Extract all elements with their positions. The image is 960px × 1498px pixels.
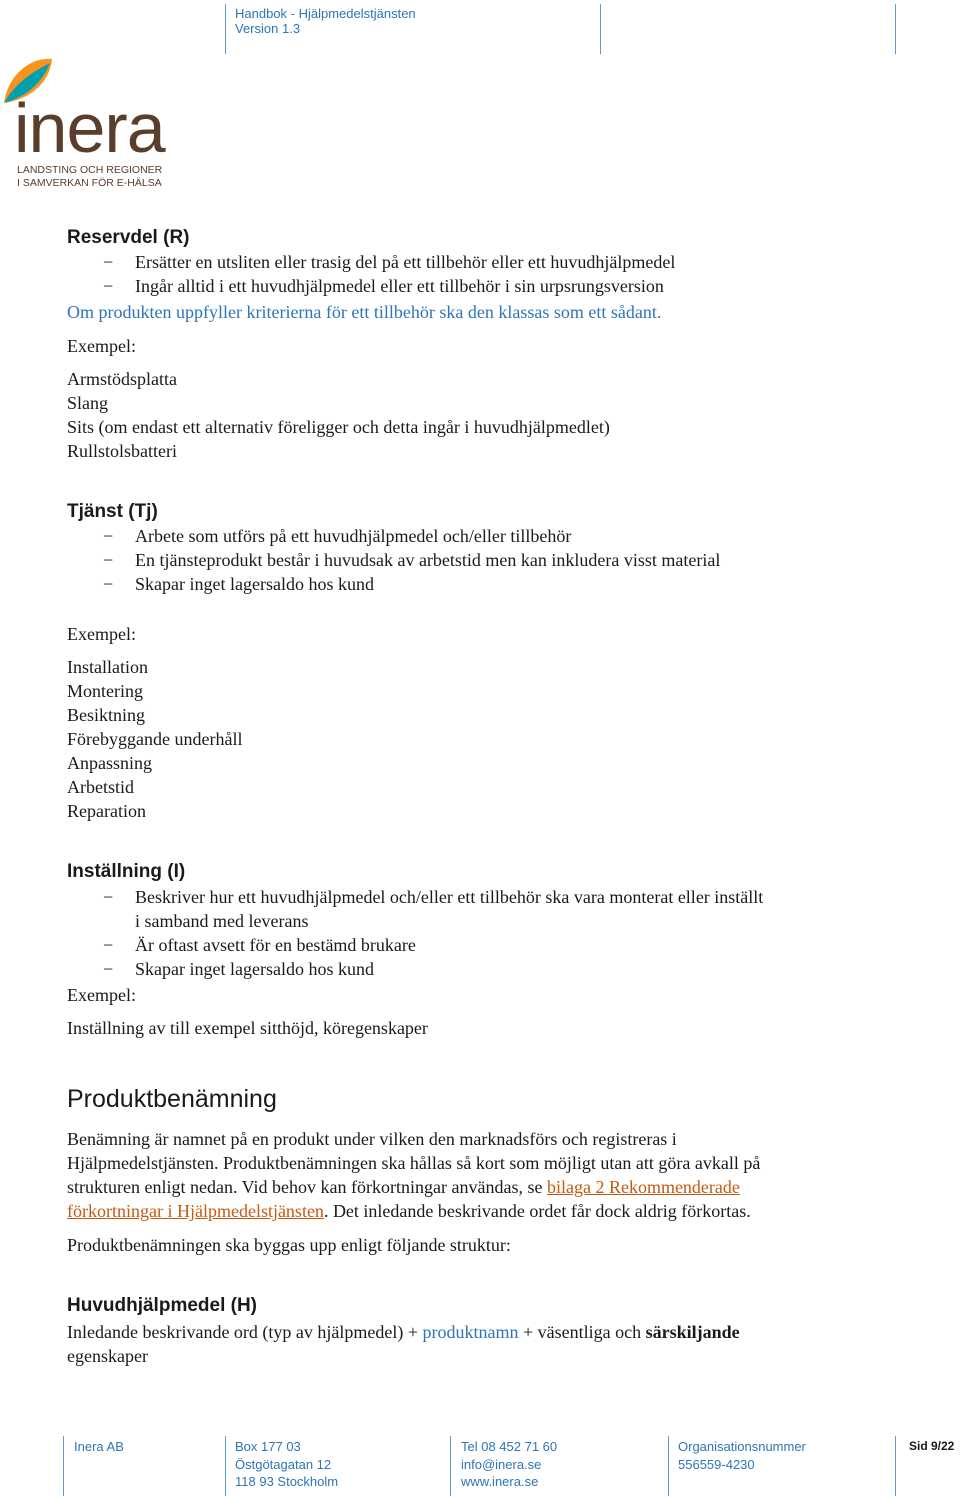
example-label: Exempel: xyxy=(67,624,136,644)
bullet-dash: − xyxy=(103,550,114,570)
appendix-link[interactable]: förkortningar i Hjälpmedelstjänsten xyxy=(67,1201,324,1221)
website-link[interactable]: www.inera.se xyxy=(461,1474,539,1489)
paragraph-line: Produktbenämningen ska byggas upp enligt följande struktur: xyxy=(67,1235,511,1255)
paragraph-line: Hjälpmedelstjänsten. Produktbenämningen ska hållas så kort som möjligt utan att göra avkall på xyxy=(67,1153,761,1173)
structure-line: egenskaper xyxy=(67,1346,148,1366)
heading-installning: Inställning (I) xyxy=(67,861,186,882)
bullet-dash: − xyxy=(103,276,114,296)
bullet-dash: − xyxy=(103,526,114,546)
appendix-link[interactable]: bilaga 2 Rekommenderade xyxy=(546,1177,740,1197)
footer-org: Organisationsnummer 556559-4230 xyxy=(678,1439,806,1472)
example-item: Anpassning xyxy=(67,753,152,773)
bullet-dash: − xyxy=(103,935,114,955)
footer-divider xyxy=(668,1436,669,1496)
example-item: Sits (om endast ett alternativ föreligger och detta ingår i huvudhjälpmedlet) xyxy=(67,417,610,437)
footer-divider xyxy=(225,1436,226,1496)
bullet-text: Ersätter en utsliten eller trasig del på ett tillbehör eller ett huvudhjälpmedel xyxy=(135,252,676,272)
footer-address: Box 177 03 Östgötagatan 12 118 93 Stockholm xyxy=(235,1439,339,1489)
example-item: Slang xyxy=(67,393,109,413)
logo-wordmark: inera xyxy=(14,89,165,167)
example-item: Rullstolsbatteri xyxy=(67,441,177,461)
header-divider xyxy=(225,4,226,54)
footer-contact: Tel 08 452 71 60 info@inera.se www.inera.se xyxy=(461,1439,558,1489)
example-item: Installation xyxy=(67,657,148,677)
bullet-text: Skapar inget lagersaldo hos kund xyxy=(135,959,374,979)
example-label: Exempel: xyxy=(67,985,136,1005)
example-item: Förebyggande underhåll xyxy=(67,729,243,749)
page-number: Sid 9/22 xyxy=(909,1439,955,1453)
bullet-text: Ingår alltid i ett huvudhjälpmedel eller ett tillbehör i sin urpsrungsversion xyxy=(135,276,664,296)
footer-divider xyxy=(895,1436,896,1496)
bullet-text: Skapar inget lagersaldo hos kund xyxy=(135,574,374,594)
bullet-text: Arbete som utförs på ett huvudhjälpmedel och/eller tillbehör xyxy=(135,526,572,546)
example-item: Besiktning xyxy=(67,705,146,725)
note-text: Om produkten uppfyller kriterierna för ett tillbehör ska den klassas som ett sådant. xyxy=(67,302,662,322)
paragraph-line: förkortningar i Hjälpmedelstjänsten. Det inledande beskrivande ordet får dock aldrig förkortas. xyxy=(67,1201,751,1221)
paragraph-line: strukturen enligt nedan. Vid behov kan förkortningar användas, se bilaga 2 Rekommenderade xyxy=(67,1177,740,1197)
paragraph-line: Benämning är namnet på en produkt under vilken den marknadsförs och registreras i xyxy=(67,1129,677,1149)
example-item: Inställning av till exempel sitthöjd, köregenskaper xyxy=(67,1018,428,1038)
structure-line: Inledande beskrivande ord (typ av hjälpmedel) + produktnamn + väsentliga och särskiljande xyxy=(67,1322,740,1342)
header-divider xyxy=(895,4,896,54)
footer-divider xyxy=(450,1436,451,1496)
inera-logo xyxy=(0,55,180,195)
example-item: Montering xyxy=(67,681,143,701)
example-item: Arbetstid xyxy=(67,777,134,797)
bullet-dash: − xyxy=(103,959,114,979)
email-link[interactable]: info@inera.se xyxy=(461,1456,542,1472)
document-version: Version 1.3 xyxy=(235,21,301,36)
example-item: Reparation xyxy=(67,801,146,821)
bullet-dash: − xyxy=(103,252,114,272)
bullet-dash: − xyxy=(103,574,114,594)
bullet-text: i samband med leverans xyxy=(135,911,309,931)
heading-tjanst: Tjänst (Tj) xyxy=(67,501,158,522)
bullet-dash: − xyxy=(103,887,114,907)
footer-company: Inera AB xyxy=(74,1439,124,1454)
bullet-text: Beskriver hur ett huvudhjälpmedel och/eller ett tillbehör ska vara monterat eller inställt xyxy=(135,887,764,907)
logo-tagline: LANDSTING OCH REGIONER I SAMVERKAN FÖR E-HÄLSA xyxy=(17,164,163,189)
header-divider xyxy=(600,4,601,54)
document-title: Handbok - Hjälpmedelstjänsten xyxy=(235,6,416,21)
heading-produktbenamning: Produktbenämning xyxy=(67,1085,277,1113)
example-item: Armstödsplatta xyxy=(67,369,177,389)
heading-huvudhjalpmedel: Huvudhjälpmedel (H) xyxy=(67,1295,258,1316)
bullet-text: Är oftast avsett för en bestämd brukare xyxy=(135,935,416,955)
heading-reservdel: Reservdel (R) xyxy=(67,227,190,248)
bullet-text: En tjänsteprodukt består i huvudsak av arbetstid men kan inkludera visst material xyxy=(135,550,721,570)
example-label: Exempel: xyxy=(67,336,136,356)
footer-divider xyxy=(63,1436,64,1496)
